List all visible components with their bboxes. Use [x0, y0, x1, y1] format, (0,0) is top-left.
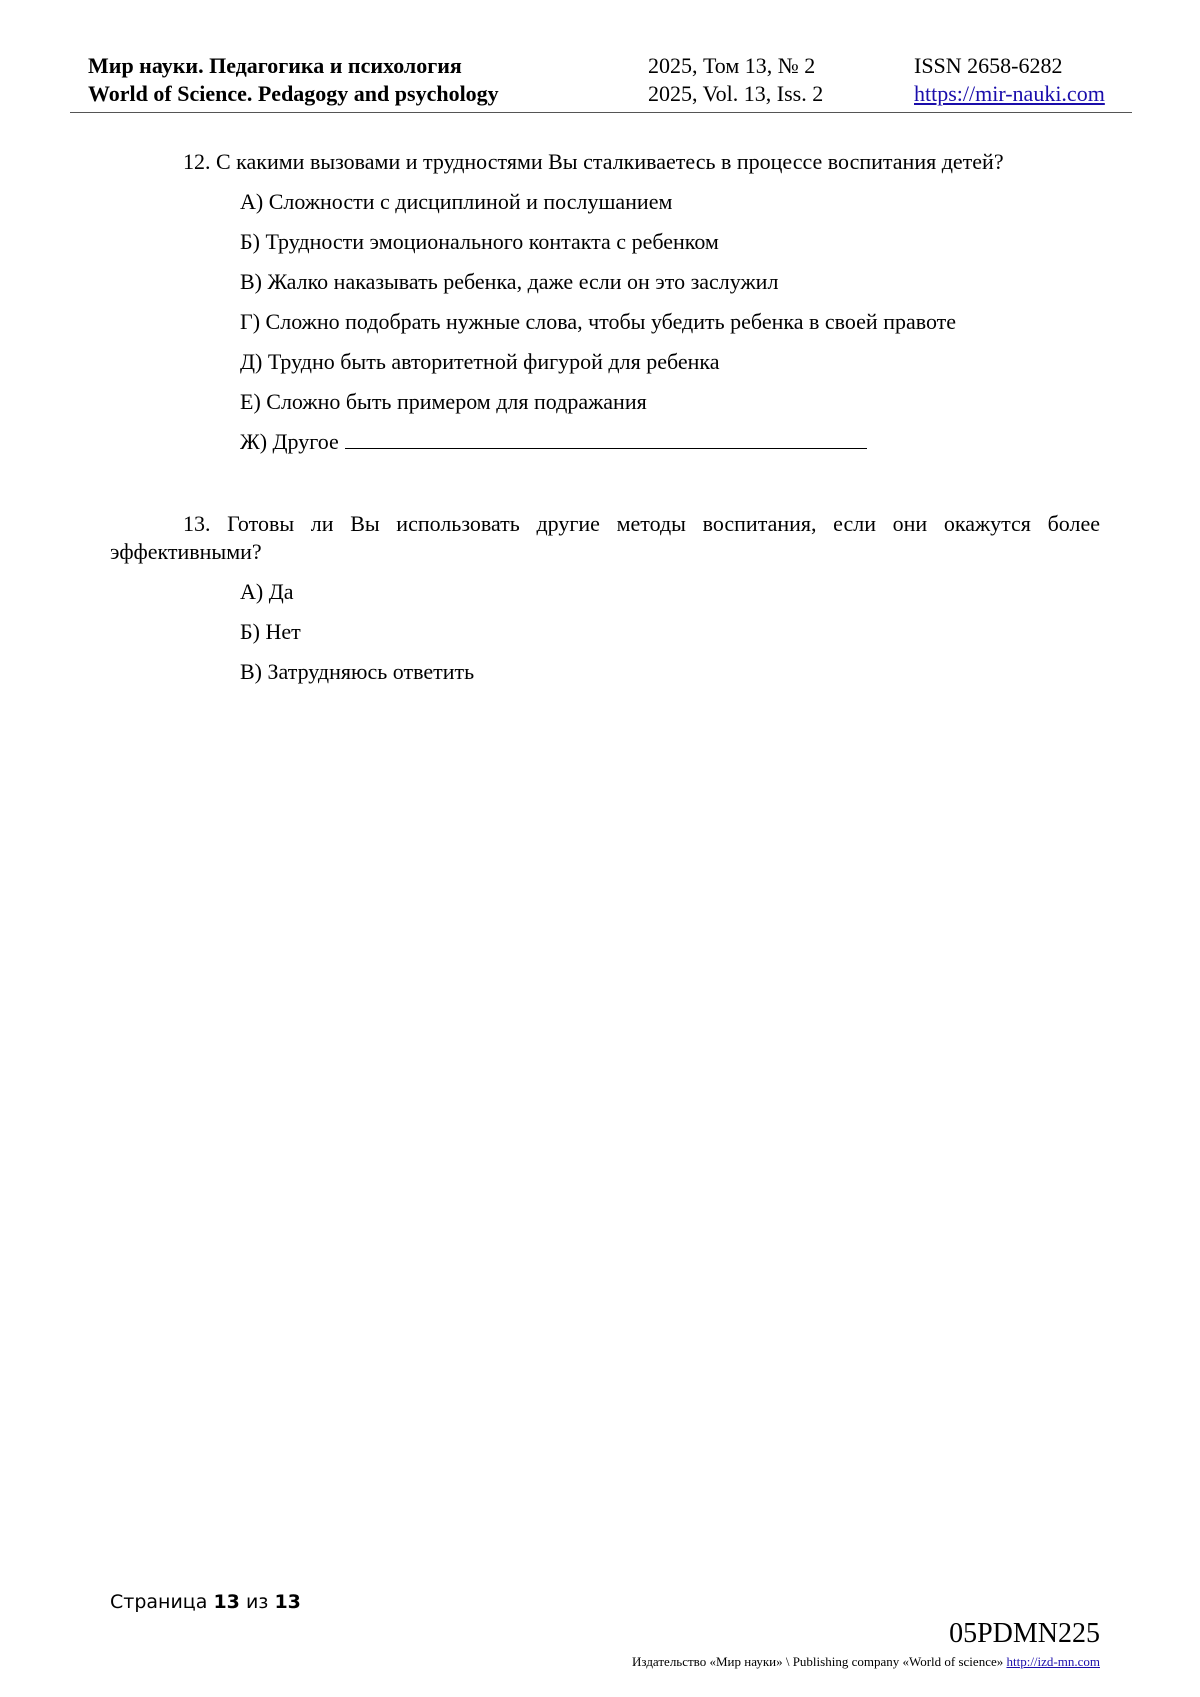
article-code: 05PDMN225: [949, 1618, 1100, 1649]
page-current: 13: [213, 1591, 240, 1613]
page-of: из: [245, 1591, 269, 1613]
journal-title-ru: Мир науки. Педагогика и психология: [88, 53, 462, 78]
publisher-name: Издательство «Мир науки» \ Publishing company «World of science»: [632, 1654, 1004, 1669]
question-13-option-a: А) Да: [240, 579, 294, 604]
publisher-line: [632, 1654, 1100, 1670]
question-12-title: 12. С какими вызовами и трудностями Вы сталкиваетесь в процессе воспитания детей?: [183, 149, 1004, 174]
question-12-option-g: Г) Сложно подобрать нужные слова, чтобы убедить ребенка в своей правоте: [240, 309, 957, 334]
answer-blank-line[interactable]: [345, 430, 867, 449]
page-total: 13: [274, 1591, 301, 1613]
journal-url-link[interactable]: https://mir-nauki.com: [914, 81, 1105, 106]
question-13-option-v: В) Затрудняюсь ответить: [240, 659, 475, 684]
question-12-option-v: В) Жалко наказывать ребенка, даже если он это заслужил: [240, 269, 779, 294]
question-12-option-d: Д) Трудно быть авторитетной фигурой для ребенка: [240, 349, 720, 374]
question-12-option-e: Е) Сложно быть примером для подражания: [240, 389, 647, 414]
issue-ru: 2025, Том 13, № 2: [648, 53, 816, 78]
question-12-option-zh-label: Ж) Другое: [240, 429, 339, 454]
question-12-option-b: Б) Трудности эмоционального контакта с ребенком: [240, 229, 719, 254]
question-12-option-zh: [240, 428, 867, 456]
header-divider: [70, 112, 1132, 113]
question-12-option-a: А) Сложности с дисциплиной и послушанием: [240, 189, 673, 214]
journal-title-en: World of Science. Pedagogy and psychology: [88, 81, 499, 106]
issue-en: 2025, Vol. 13, Iss. 2: [648, 81, 824, 106]
page-number: [110, 1590, 301, 1614]
question-13-title-line2: эффективными?: [110, 539, 262, 564]
page-label: Страница: [110, 1591, 208, 1613]
question-13-option-b: Б) Нет: [240, 619, 301, 644]
question-13-title: [110, 510, 1100, 566]
publisher-url-link[interactable]: http://izd-mn.com: [1006, 1654, 1100, 1669]
issn: ISSN 2658-6282: [914, 53, 1063, 78]
question-13-title-line1: 13. Готовы ли Вы использовать другие методы воспитания, если они окажутся более: [183, 511, 1100, 536]
